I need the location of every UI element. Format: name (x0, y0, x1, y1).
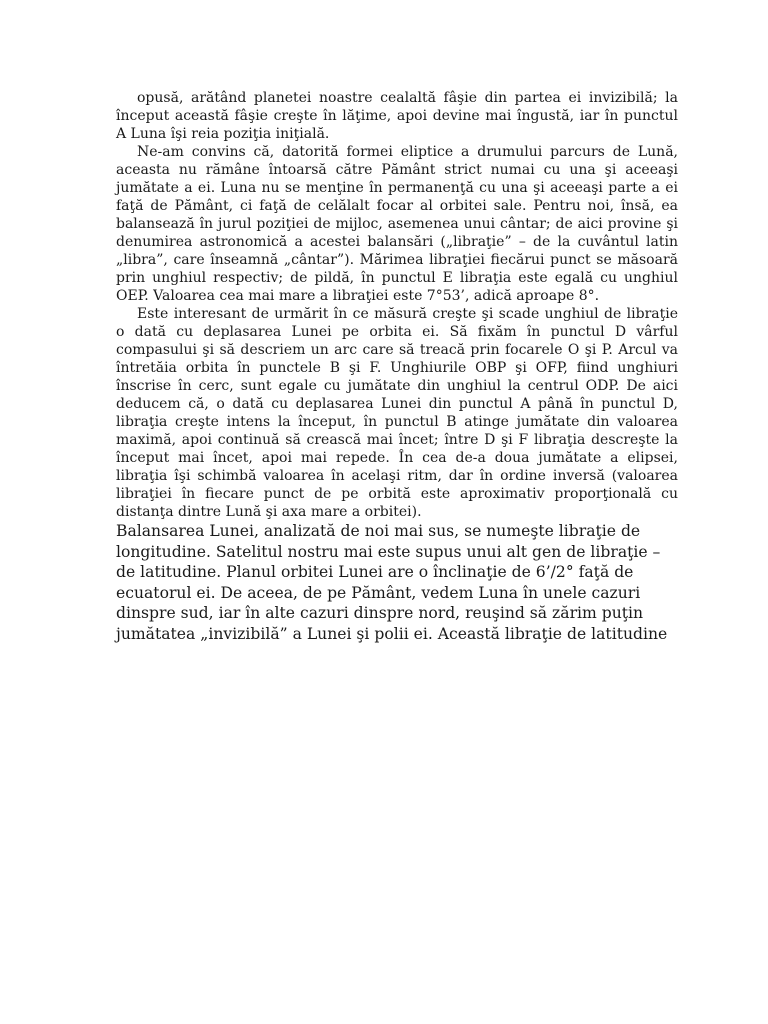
paragraph-3: Este interesant de urmărit în ce măsură creşte şi scade unghiul de libraţie o dată cu deplasarea Lunei pe orbita ei. Să fixăm în punctul D vârful compasului şi să descriem un arc care să treacă prin focarele O şi P. Arcul va întretăia orbita în punctele B şi F. Unghiurile OBP şi OFP, fiind unghiuri înscrise în cerc, sunt egale cu jumătate din unghiul la centrul ODP. De aici deducem că, o dată cu deplasarea Lunei din punctul A până în punctul D, libraţia creşte intens la început, în punctul B atinge jumătate din valoarea maximă, apoi continuă să crească mai încet; între D şi F libraţia descreşte la început mai încet, apoi mai repede. În cea de-a doua jumătate a elipsei, libraţia îşi schimbă valoarea în acelaşi ritm, dar în ordine inversă (valoarea libraţiei în fiecare punct de pe orbită este aproximativ proporţională cu distanţa dintre Lună şi axa mare a orbitei). (116, 306, 678, 520)
paragraph-4: Balansarea Lunei, analizată de noi mai sus, se numeşte libraţie de longitudine. Satelitul nostru mai este supus unui alt gen de libraţie – de latitudine. Planul orbitei Lunei are o înclinaţie de 6’/2° faţă de ecuatorul ei. De aceea, de pe Pământ, vedem Luna în unele cazuri dinspre sud, iar în alte cazuri dinspre nord, reuşind să zărim puţin jumătatea „invizibilă” a Lunei şi polii ei. Această libraţie de latitudine (116, 522, 668, 643)
paragraph-1: opusă, arătând planetei noastre cealaltă fâşie din partea ei invizibilă; la început această fâşie creşte în lăţime, apoi devine mai îngustă, iar în punctul A Luna îşi reia poziţia iniţială. (116, 90, 678, 142)
paragraph-2: Ne-am convins că, datorită formei eliptice a drumului parcurs de Lună, aceasta nu rămâne întoarsă către Pământ strict numai cu una şi aceeaşi jumătate a ei. Luna nu se menţine în permanenţă cu una şi aceeaşi parte a ei faţă de Pământ, ci faţă de celălalt focar al orbitei sale. Pentru noi, însă, ea balansează în jurul poziţiei de mijloc, asemenea unui cântar; de aici provine şi denumirea astronomică a acestei balansări („libraţie” – de la cuvântul latin „libra”, care înseamnă „cântar”). Mărimea libraţiei fiecărui punct se măsoară prin unghiul respectiv; de pildă, în punctul E libraţia este egală cu unghiul OEP. Valoarea cea mai mare a libraţiei este 7°53’, adică aproape 8°. (116, 144, 678, 304)
document-page (116, 89, 678, 644)
